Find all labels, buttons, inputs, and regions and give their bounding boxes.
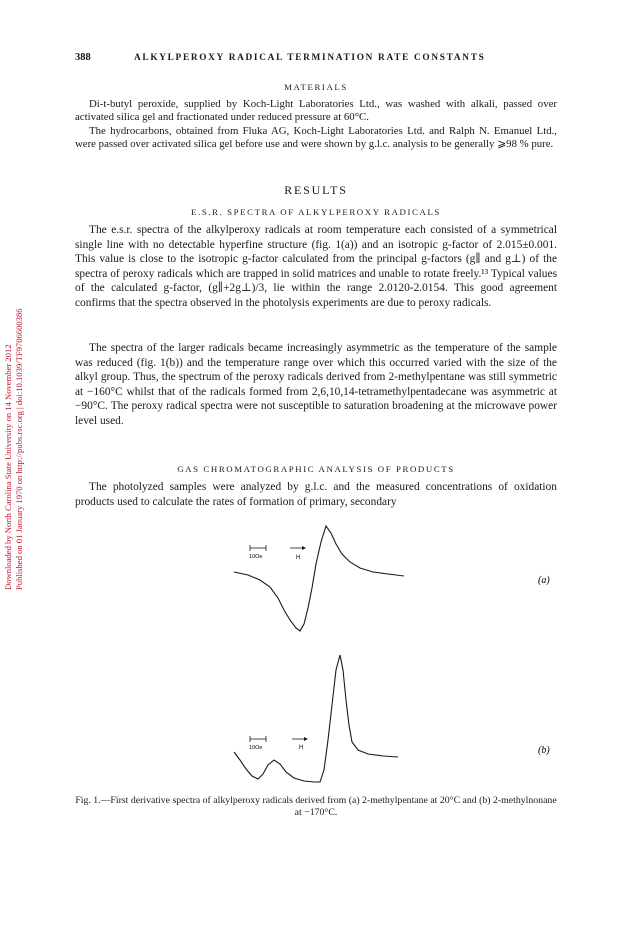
field-arrow-b: [292, 737, 308, 751]
materials-paragraph-1: Di-t-butyl peroxide, supplied by Koch-Light Laboratories Ltd., was washed with alkali, passed over activated silica gel and fractionated under reduced pressure at 60°C.: [75, 98, 557, 124]
label-a: (a): [538, 575, 550, 586]
spectrum-a: [234, 526, 550, 631]
results-paragraph-2: The spectra of the larger radicals became increasingly asymmetric as the temperature of the sample was reduced (fig. 1(b)) and the temperature range over which this occurred varied with the size of the alkyl group. Thus, the spectrum of the peroxy radicals derived from 2-methylpentane was still symmetric at −160°C whilst that of the radicals formed from 2,6,10,14-tetramethylpentadecane was asymmetric at −90°C. The peroxy radical spectra were not susceptible to saturation broadening at the microwave power level used.: [75, 342, 557, 427]
scale-label-a: 10Oe: [249, 554, 263, 560]
downloaded-line: Downloaded by North Carolina State University on 14 November 2012: [3, 344, 13, 590]
running-title: ALKYLPEROXY RADICAL TERMINATION RATE CONSTANTS: [134, 53, 486, 63]
results-paragraph-1: The e.s.r. spectra of the alkylperoxy radicals at room temperature each consisted of a symmetrical single line with no detectable hyperfine structure (fig. 1(a)) and an isotropic g-factor of 2.015±0.001. This value is close to the isotropic g-factor calculated from the principal g-factors (g∥ and g⊥) of the spectra of peroxy radicals which are trapped in solid matrices and unable to rotate freely.¹³ Typical values of the calculated g-factor, (g∥+2g⊥)/3, lie within the range 2.0120-2.0154. This good agreement confirms that the spectra observed in the photolysis experiments are due to peroxy radicals.: [75, 224, 557, 309]
published-doi-link[interactable]: Published on 01 January 1970 on http://pubs.rsc.org | doi:10.1039/TF9706600386: [14, 308, 24, 590]
spectrum-a-trace: [234, 526, 404, 631]
materials-paragraph-2: The hydrocarbons, obtained from Fluka AG, Koch-Light Laboratories Ltd. and Ralph N. Emanuel Ltd., were passed over activated silica gel before use and were shown by g.l.c. analysis to be generally ⩾98 % pure.: [75, 125, 557, 151]
gc-paragraph: The photolyzed samples were analyzed by g.l.c. and the measured concentrations of oxidation products used to calculate the rates of formation of primary, secondary: [75, 481, 557, 508]
download-notice: [2, 200, 26, 590]
materials-heading: MATERIALS: [284, 82, 348, 92]
field-arrow-a: [290, 546, 306, 561]
esr-figure: [228, 520, 562, 798]
results-heading: RESULTS: [284, 183, 348, 197]
figure-caption: Fig. 1.—First derivative spectra of alkylperoxy radicals derived from (a) 2-methylpentane at 20°C and (b) 2-methylnonane at −170°C.: [75, 795, 557, 819]
field-label-b: H: [299, 745, 304, 751]
esr-spectra-svg: [228, 520, 562, 798]
scale-bar-b: [249, 736, 266, 751]
label-b: (b): [538, 745, 550, 756]
spectrum-b-trace: [234, 655, 398, 782]
scale-bar-a: [249, 545, 266, 560]
page-number: 388: [75, 52, 91, 63]
field-label-a: H: [296, 555, 301, 561]
gc-heading: GAS CHROMATOGRAPHIC ANALYSIS OF PRODUCTS: [177, 464, 455, 474]
esr-subheading: E.S.R. SPECTRA OF ALKYLPEROXY RADICALS: [191, 207, 441, 217]
scale-label-b: 10Oe: [249, 745, 263, 751]
spectrum-b: [234, 655, 550, 782]
page-header: [75, 52, 557, 66]
